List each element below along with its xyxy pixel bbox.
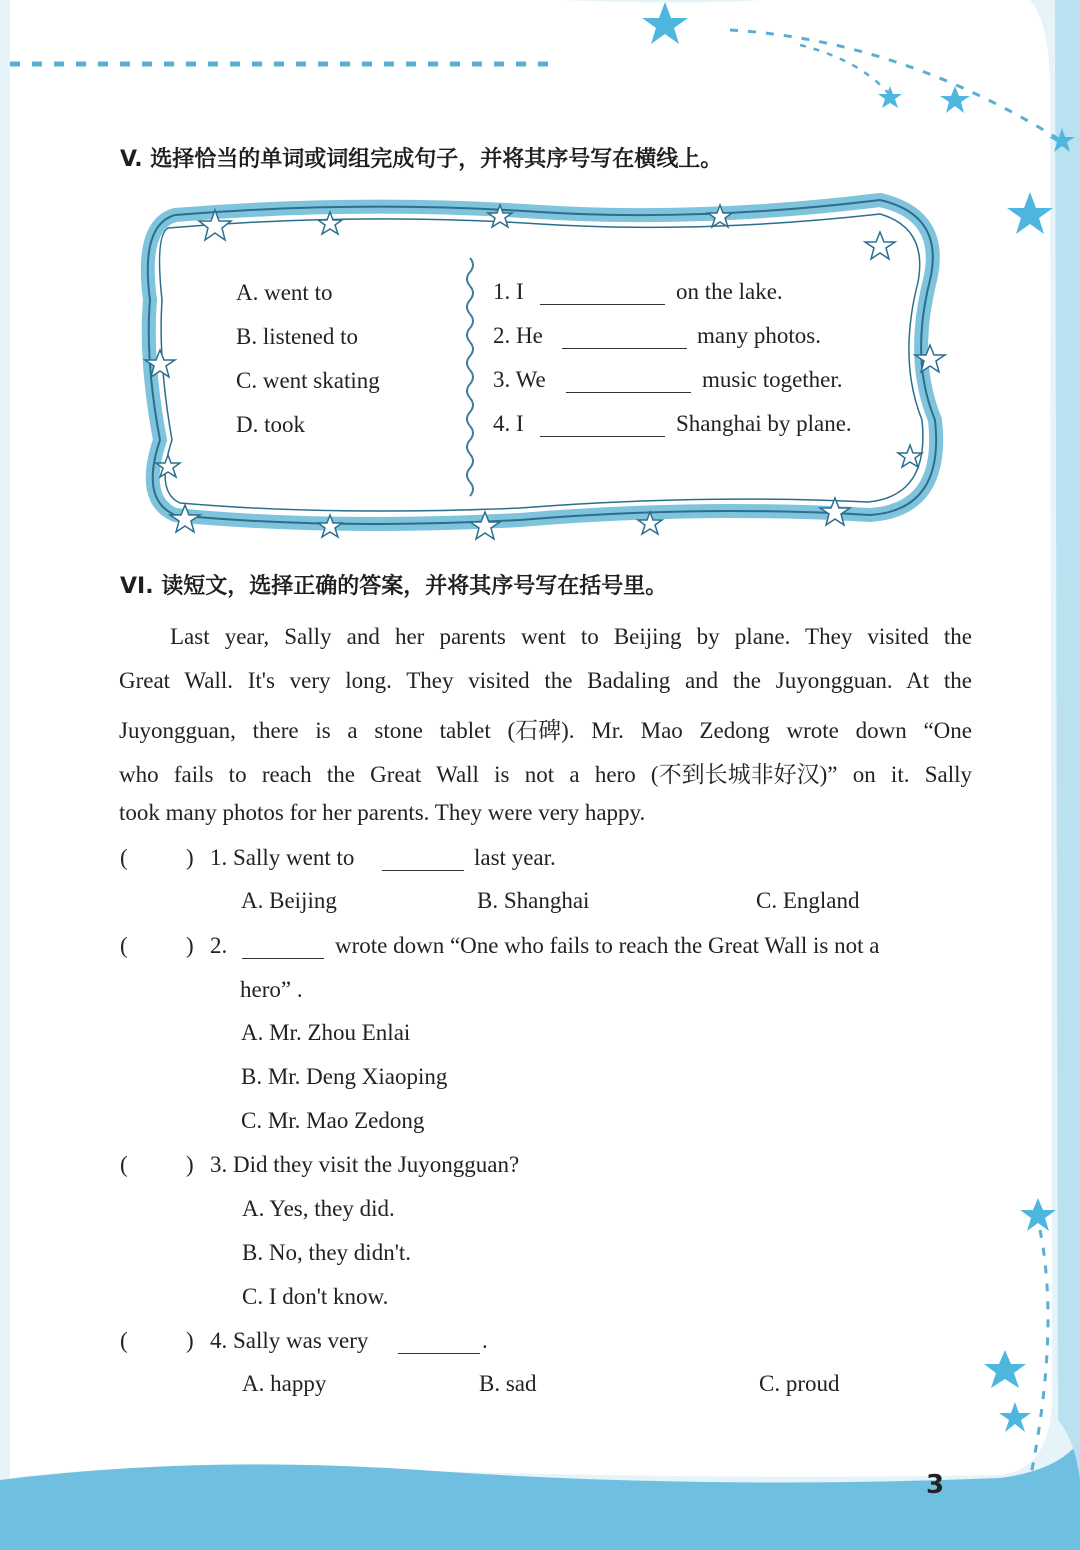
q1-option-b: B. Shanghai [477,888,590,913]
q1-blank[interactable] [382,870,464,871]
q3-option-b: B. No, they didn't. [242,1240,411,1265]
q3-option-c: C. I don't know. [242,1284,389,1309]
passage-line-4: who fails to reach the Great Wall is not a hero (不到长城非好汉)” on it. Sally [119,762,972,787]
q2-stem: wrote down “One who fails to reach the Great Wall is not a [335,933,880,958]
passage-line-1: Last year, Sally and her parents went to Beijing by plane. They visited the [170,624,972,649]
q1-option-c: C. England [756,888,860,913]
option-d: D. took [236,412,305,437]
q1-stem-end: last year. [474,845,556,870]
q4-stem: 4. Sally was very [210,1328,369,1353]
option-b: B. listened to [236,324,359,349]
q4-open-paren: ( [120,1328,128,1353]
q3-open-paren: ( [120,1152,128,1177]
q1-open-paren: ( [120,845,128,870]
sentence-2-text: many photos. [697,323,821,348]
q1-stem: 1. Sally went to [210,845,355,870]
option-c: C. went skating [236,368,380,393]
wavy-divider [467,258,473,496]
q4-close-paren: ) [186,1328,194,1353]
sentence-4-blank[interactable] [540,436,665,437]
q1-close-paren: ) [186,845,194,870]
passage-line-2: Great Wall. It's very long. They visited the Badaling and the Juyongguan. At the [119,668,972,693]
q4-option-a: A. happy [242,1371,327,1396]
q1-option-a: A. Beijing [241,888,337,913]
q3-option-a: A. Yes, they did. [242,1196,395,1221]
sentence-3-number: 3. We [493,367,546,392]
q3-stem: 3. Did they visit the Juyongguan? [210,1152,520,1177]
q4-stem-end: . [482,1328,488,1353]
q2-close-paren: ) [186,933,194,958]
q4-option-c: C. proud [759,1371,840,1396]
sentence-4-number: 4. I [493,411,524,436]
q2-option-b: B. Mr. Deng Xiaoping [241,1064,448,1089]
q2-number: 2. [210,933,228,958]
option-a: A. went to [236,280,333,305]
sentence-1-blank[interactable] [540,304,665,305]
passage-line-3: Juyongguan, there is a stone tablet (石碑). Mr. Mao Zedong wrote down “One [119,718,972,743]
passage-line-5: took many photos for her parents. They were very happy. [119,800,646,825]
sentence-3-text: music together. [702,367,843,392]
section-5-heading: V. 选择恰当的单词或词组完成句子，并将其序号写在横线上。 [120,147,723,172]
q4-blank[interactable] [398,1353,480,1354]
q2-open-paren: ( [120,933,128,958]
q2-option-a: A. Mr. Zhou Enlai [241,1020,411,1045]
sentence-2-blank[interactable] [562,348,687,349]
q4-option-b: B. sad [479,1371,537,1396]
sentence-3-blank[interactable] [566,392,691,393]
page-number: 3 [926,1470,945,1500]
section-6-heading: VI. 读短文，选择正确的答案，并将其序号写在括号里。 [120,574,668,599]
q3-close-paren: ) [186,1152,194,1177]
sentence-4-text: Shanghai by plane. [676,411,852,436]
sentence-1-number: 1. I [493,279,524,304]
q2-option-c: C. Mr. Mao Zedong [241,1108,425,1133]
sentence-1-text: on the lake. [676,279,783,304]
q2-blank[interactable] [242,958,324,959]
q2-stem-end: hero” . [240,977,303,1002]
sentence-2-number: 2. He [493,323,543,348]
